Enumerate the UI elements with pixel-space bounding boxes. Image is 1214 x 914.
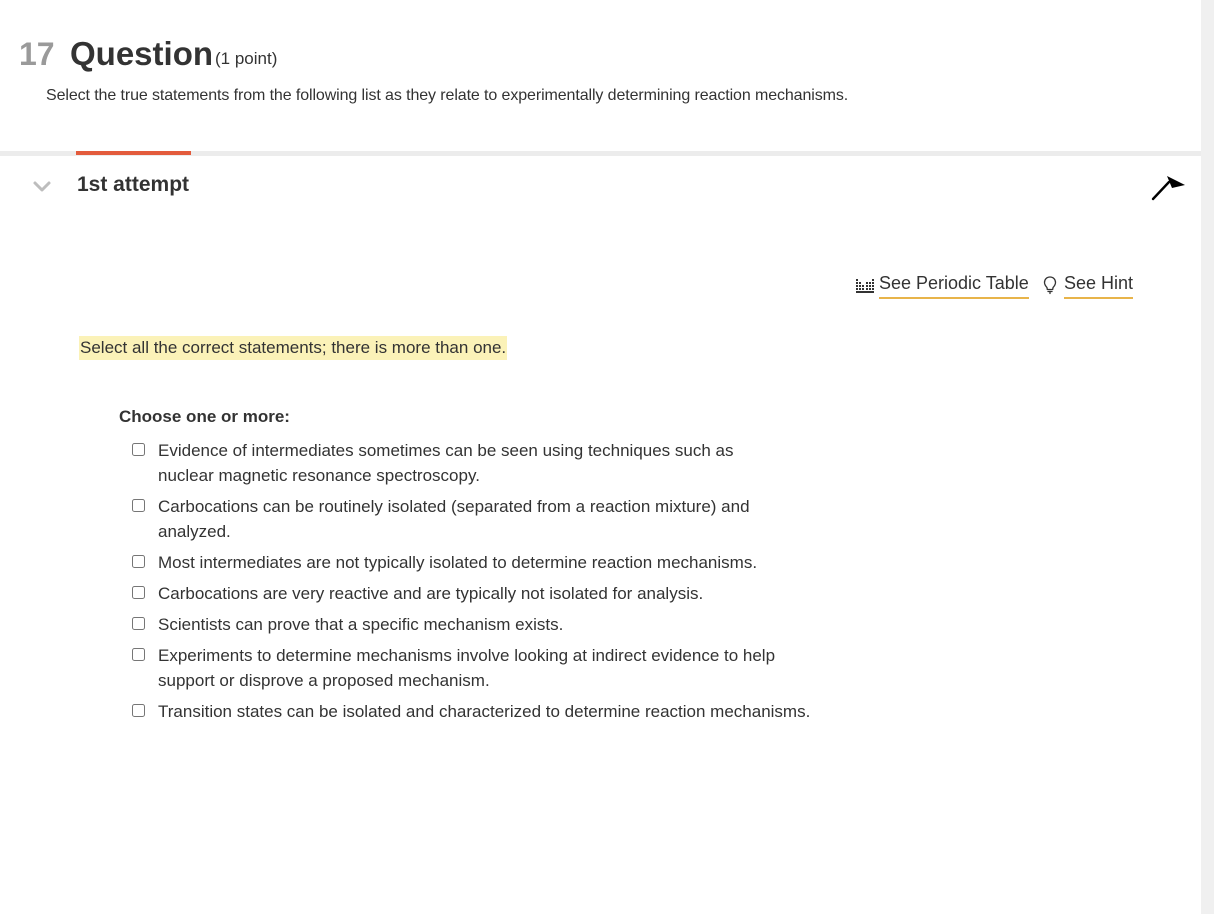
answer-checkbox[interactable] bbox=[132, 586, 145, 599]
question-prompt: Select the true statements from the following list as they relate to experimentally determining reaction mechanisms. bbox=[46, 87, 849, 104]
see-periodic-table-button[interactable] bbox=[855, 270, 1029, 300]
answer-option[interactable] bbox=[131, 612, 851, 637]
answer-checkbox[interactable] bbox=[132, 617, 145, 630]
answer-option[interactable] bbox=[131, 550, 851, 575]
answer-option-text[interactable]: Most intermediates are not typically isolated to determine reaction mechanisms. bbox=[158, 553, 758, 572]
periodic-table-icon bbox=[855, 275, 875, 295]
flag-icon bbox=[1150, 172, 1188, 202]
answer-option-text[interactable]: Experiments to determine mechanisms involve looking at indirect evidence to help support or disprove a proposed mechanism. bbox=[158, 646, 776, 690]
question-points: (1 point) bbox=[215, 49, 278, 68]
attempt-label: 1st attempt bbox=[77, 173, 190, 196]
answer-option[interactable] bbox=[131, 643, 851, 693]
answer-option[interactable] bbox=[131, 438, 851, 488]
answer-options-list bbox=[131, 438, 851, 730]
instruction-text: Select all the correct statements; there is more than one. bbox=[79, 336, 507, 360]
answer-option-text[interactable]: Evidence of intermediates sometimes can be seen using techniques such as nuclear magnetic resonance spectroscopy. bbox=[158, 441, 734, 485]
answer-checkbox[interactable] bbox=[132, 555, 145, 568]
scrollbar[interactable] bbox=[1201, 0, 1214, 914]
answer-checkbox[interactable] bbox=[132, 443, 145, 456]
chevron-down-icon bbox=[32, 177, 52, 195]
attempt-tab-indicator bbox=[76, 151, 191, 155]
see-periodic-table-label[interactable]: See Periodic Table bbox=[879, 271, 1029, 299]
answer-checkbox[interactable] bbox=[132, 499, 145, 512]
question-number: 17 bbox=[19, 36, 55, 72]
see-hint-label[interactable]: See Hint bbox=[1064, 271, 1133, 299]
question-title: Question bbox=[70, 35, 214, 72]
answer-option[interactable] bbox=[131, 699, 851, 724]
answer-checkbox[interactable] bbox=[132, 704, 145, 717]
answer-checkbox[interactable] bbox=[132, 648, 145, 661]
answer-option[interactable] bbox=[131, 581, 851, 606]
lightbulb-icon bbox=[1040, 275, 1060, 295]
answer-option-text[interactable]: Carbocations can be routinely isolated (separated from a reaction mixture) and analyzed. bbox=[158, 497, 750, 541]
collapse-attempt-button[interactable] bbox=[32, 177, 52, 195]
flag-question-button[interactable] bbox=[1150, 172, 1188, 202]
choose-one-or-more-label: Choose one or more: bbox=[119, 407, 290, 426]
answer-option-text[interactable]: Carbocations are very reactive and are typically not isolated for analysis. bbox=[158, 584, 704, 603]
answer-option-text[interactable]: Transition states can be isolated and characterized to determine reaction mechanisms. bbox=[158, 702, 811, 721]
answer-option[interactable] bbox=[131, 494, 851, 544]
see-hint-button[interactable] bbox=[1040, 270, 1133, 300]
question-header bbox=[0, 0, 1201, 152]
answer-option-text[interactable]: Scientists can prove that a specific mechanism exists. bbox=[158, 615, 564, 634]
